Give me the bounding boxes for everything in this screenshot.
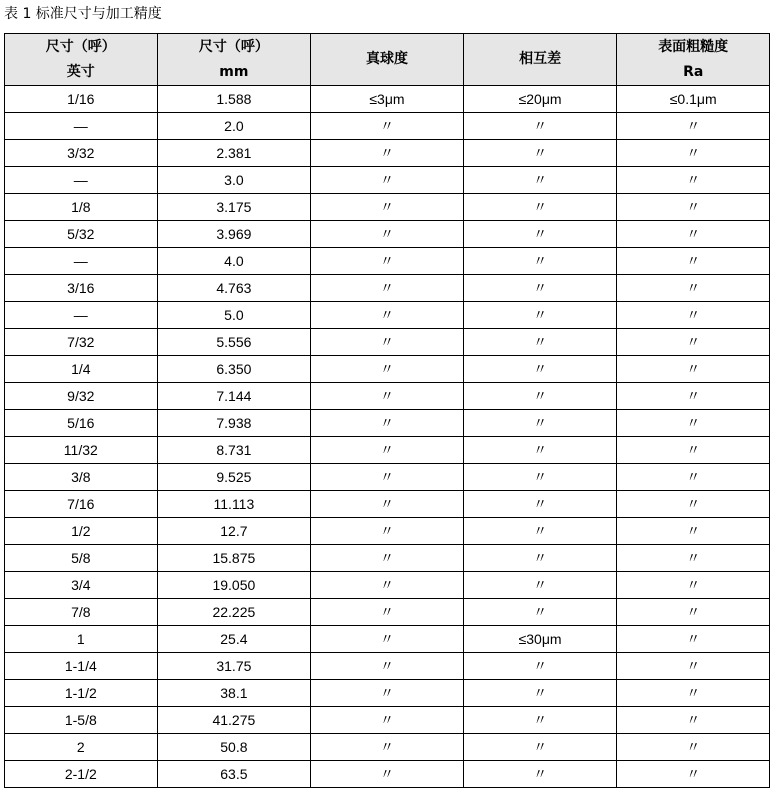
cell-size-mm: 22.225 [157,599,311,626]
cell-size-inch: 5/32 [5,221,158,248]
table-row [5,329,770,356]
header-line2: Ra [683,63,704,80]
cell-sphericity: 〃 [311,653,464,680]
cell-sphericity: 〃 [311,410,464,437]
cell-roughness: 〃 [617,518,770,545]
cell-size-inch: 5/16 [5,410,158,437]
table-header-row [5,34,770,86]
table-row [5,383,770,410]
cell-sphericity: 〃 [311,329,464,356]
cell-size-mm: 7.938 [157,410,311,437]
table-row [5,302,770,329]
header-size-inch [5,34,158,86]
cell-variation: 〃 [463,653,617,680]
cell-sphericity: 〃 [311,356,464,383]
cell-sphericity: 〃 [311,167,464,194]
table-row [5,626,770,653]
table-row [5,761,770,788]
cell-roughness: 〃 [617,491,770,518]
cell-size-inch: 1/4 [5,356,158,383]
cell-size-mm: 2.0 [157,113,311,140]
table-row [5,356,770,383]
cell-variation: 〃 [463,383,617,410]
cell-variation: 〃 [463,221,617,248]
cell-variation: 〃 [463,140,617,167]
table-row [5,680,770,707]
cell-variation: 〃 [463,680,617,707]
cell-variation: 〃 [463,167,617,194]
cell-roughness: 〃 [617,275,770,302]
cell-variation: 〃 [463,599,617,626]
header-line1: 表面粗糙度 [658,38,729,55]
cell-size-mm: 31.75 [157,653,311,680]
cell-variation: 〃 [463,518,617,545]
table-row [5,194,770,221]
cell-variation: 〃 [463,464,617,491]
table-row [5,167,770,194]
cell-size-inch: 1-1/2 [5,680,158,707]
cell-sphericity: 〃 [311,680,464,707]
cell-size-inch: 9/32 [5,383,158,410]
cell-size-mm: 4.0 [157,248,311,275]
cell-variation: 〃 [463,302,617,329]
cell-sphericity: 〃 [311,140,464,167]
table-row [5,86,770,113]
cell-roughness: 〃 [617,464,770,491]
cell-size-inch: 7/32 [5,329,158,356]
cell-sphericity: 〃 [311,491,464,518]
table-caption: 表 1 标准尺寸与加工精度 [4,6,162,22]
cell-roughness: 〃 [617,167,770,194]
header-line1: 尺寸（呼） [198,38,269,55]
cell-size-inch: 2 [5,734,158,761]
header-line2: mm [219,63,249,80]
cell-sphericity: 〃 [311,626,464,653]
cell-sphericity: 〃 [311,518,464,545]
cell-roughness: 〃 [617,194,770,221]
cell-sphericity: 〃 [311,437,464,464]
table-row [5,410,770,437]
cell-size-mm: 41.275 [157,707,311,734]
table-row [5,437,770,464]
table-row [5,140,770,167]
cell-roughness: 〃 [617,302,770,329]
cell-roughness: 〃 [617,437,770,464]
cell-roughness: 〃 [617,707,770,734]
cell-size-inch: 3/4 [5,572,158,599]
cell-roughness: 〃 [617,140,770,167]
cell-sphericity: 〃 [311,221,464,248]
cell-roughness: 〃 [617,599,770,626]
cell-variation: 〃 [463,572,617,599]
cell-size-mm: 6.350 [157,356,311,383]
cell-size-inch: 7/8 [5,599,158,626]
header-size-mm [157,34,311,86]
cell-size-mm: 50.8 [157,734,311,761]
header-sphericity [311,34,464,86]
cell-sphericity: 〃 [311,383,464,410]
cell-sphericity: 〃 [311,545,464,572]
cell-size-mm: 15.875 [157,545,311,572]
cell-variation: 〃 [463,275,617,302]
cell-sphericity: ≤3μm [311,86,464,113]
cell-size-inch: 1-5/8 [5,707,158,734]
table-row [5,572,770,599]
header-lot-diameter-variation [463,34,617,86]
cell-size-inch: — [5,167,158,194]
cell-size-inch: 3/32 [5,140,158,167]
cell-size-mm: 8.731 [157,437,311,464]
cell-sphericity: 〃 [311,113,464,140]
cell-variation: 〃 [463,329,617,356]
cell-size-mm: 19.050 [157,572,311,599]
cell-variation: 〃 [463,410,617,437]
cell-size-mm: 3.175 [157,194,311,221]
cell-roughness: 〃 [617,356,770,383]
cell-size-inch: 1/2 [5,518,158,545]
cell-size-mm: 2.381 [157,140,311,167]
cell-variation: 〃 [463,761,617,788]
cell-variation: ≤30μm [463,626,617,653]
cell-roughness: 〃 [617,248,770,275]
table-row [5,248,770,275]
cell-roughness: 〃 [617,113,770,140]
cell-sphericity: 〃 [311,761,464,788]
cell-size-mm: 3.969 [157,221,311,248]
cell-size-inch: — [5,113,158,140]
table-row [5,599,770,626]
cell-variation: 〃 [463,356,617,383]
cell-variation: 〃 [463,734,617,761]
cell-variation: 〃 [463,545,617,572]
cell-roughness: 〃 [617,221,770,248]
header-line2: 英寸 [66,63,95,80]
cell-sphericity: 〃 [311,707,464,734]
header-line1: 尺寸（呼） [45,38,116,55]
cell-size-mm: 7.144 [157,383,311,410]
cell-roughness: 〃 [617,329,770,356]
cell-size-inch: — [5,248,158,275]
cell-size-inch: 5/8 [5,545,158,572]
cell-sphericity: 〃 [311,248,464,275]
table-row [5,653,770,680]
cell-size-mm: 1.588 [157,86,311,113]
cell-roughness: 〃 [617,383,770,410]
cell-sphericity: 〃 [311,734,464,761]
header-surface-roughness [617,34,770,86]
table-row [5,518,770,545]
cell-size-mm: 25.4 [157,626,311,653]
cell-size-mm: 9.525 [157,464,311,491]
header-line1: 相互差 [519,51,562,67]
cell-sphericity: 〃 [311,302,464,329]
cell-sphericity: 〃 [311,572,464,599]
cell-roughness: ≤0.1μm [617,86,770,113]
cell-variation: 〃 [463,248,617,275]
cell-roughness: 〃 [617,761,770,788]
cell-roughness: 〃 [617,680,770,707]
header-line1: 真球度 [365,51,408,67]
cell-size-inch: 11/32 [5,437,158,464]
cell-variation: 〃 [463,491,617,518]
cell-size-mm: 11.113 [157,491,311,518]
table-row [5,545,770,572]
cell-size-inch: 3/16 [5,275,158,302]
cell-sphericity: 〃 [311,194,464,221]
cell-variation: 〃 [463,707,617,734]
cell-size-mm: 5.556 [157,329,311,356]
cell-roughness: 〃 [617,545,770,572]
cell-roughness: 〃 [617,410,770,437]
cell-size-inch: 1-1/4 [5,653,158,680]
spec-table [4,33,770,788]
cell-size-inch: — [5,302,158,329]
cell-size-inch: 3/8 [5,464,158,491]
cell-size-inch: 1/8 [5,194,158,221]
cell-size-inch: 1/16 [5,86,158,113]
table-body [5,86,770,788]
cell-roughness: 〃 [617,572,770,599]
cell-size-mm: 12.7 [157,518,311,545]
table-row [5,275,770,302]
cell-variation: 〃 [463,113,617,140]
cell-size-mm: 38.1 [157,680,311,707]
table-row [5,113,770,140]
cell-size-inch: 1 [5,626,158,653]
cell-size-inch: 2-1/2 [5,761,158,788]
cell-size-mm: 3.0 [157,167,311,194]
cell-roughness: 〃 [617,653,770,680]
cell-size-mm: 5.0 [157,302,311,329]
cell-sphericity: 〃 [311,599,464,626]
cell-variation: ≤20μm [463,86,617,113]
cell-variation: 〃 [463,437,617,464]
cell-sphericity: 〃 [311,275,464,302]
cell-roughness: 〃 [617,734,770,761]
cell-roughness: 〃 [617,626,770,653]
cell-size-mm: 63.5 [157,761,311,788]
table-row [5,491,770,518]
table-row [5,707,770,734]
cell-size-mm: 4.763 [157,275,311,302]
cell-variation: 〃 [463,194,617,221]
cell-size-inch: 7/16 [5,491,158,518]
table-row [5,734,770,761]
table-row [5,221,770,248]
cell-sphericity: 〃 [311,464,464,491]
table-row [5,464,770,491]
